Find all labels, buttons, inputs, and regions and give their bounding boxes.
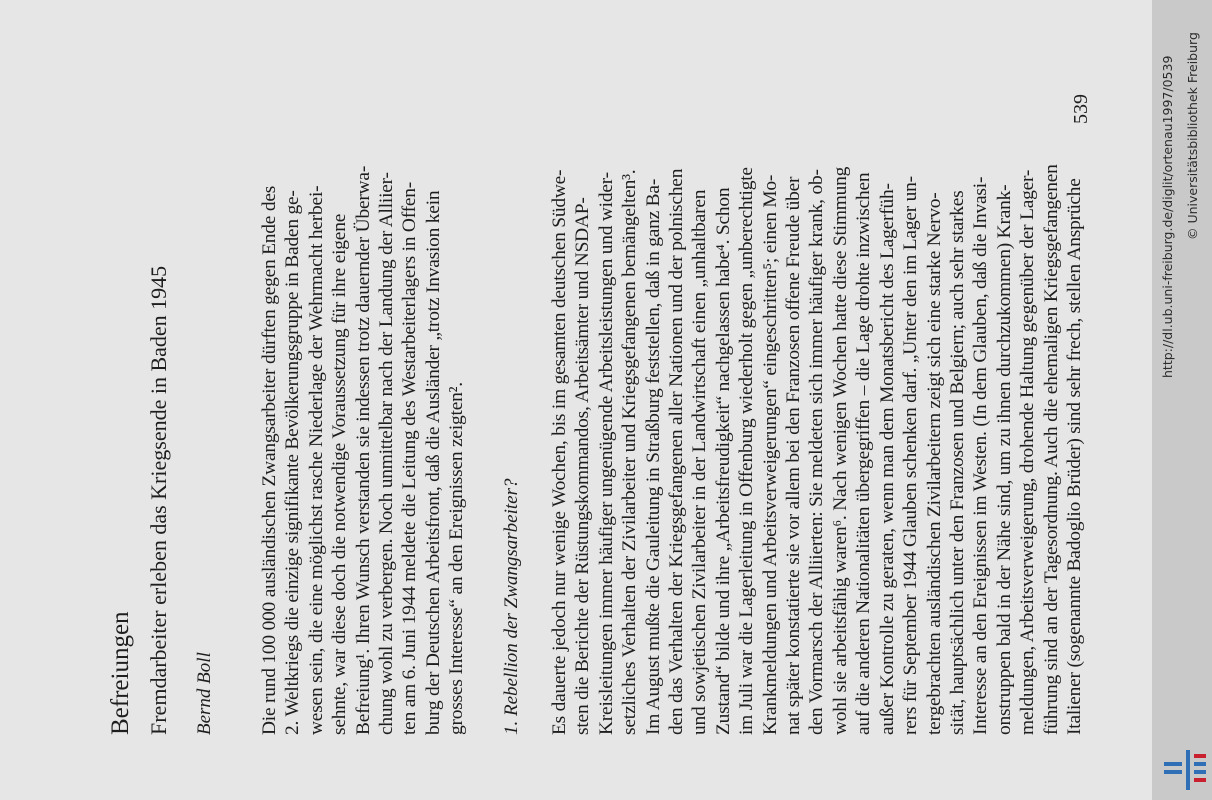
text-line: grosses Interesse“ an den Ereignissen zeigten². [446,382,468,735]
text-line: Interesse an den Ereignissen im Westen. (In dem Glauben, daß die Invasi- [970,176,992,735]
article-subtitle: Fremdarbeiter erleben das Kriegsende in Baden 1945 [146,265,171,735]
text-line: führung sind an der Tagesordnung. Auch die ehemaligen Kriegsgefangenen [1040,164,1062,735]
text-line: und sowjetischen Zivilarbeiter in der Landwirtschaft einen „unhaltbaren [689,189,711,735]
text-line: sität, hauptsächlich unter den Franzosen und Belgiern; auch sehr starkes [946,190,968,735]
source-url-link[interactable]: http://dl.ub.uni-freiburg.de/diglit/ortenau1997/0539 [1160,55,1175,378]
article-author: Bernd Boll [194,652,215,735]
text-line: Es dauerte jedoch nur wenige Wochen, bis im gesamten deutschen Südwe- [549,169,570,735]
logo-bar [1194,770,1206,774]
text-line: sten die Berichte der Rüstungskommandos, Arbeitsämter und NSDAP- [572,197,594,735]
text-line: meldungen, Arbeitsverweigerung, drohende Haltung gegenüber der Lager- [1017,169,1039,735]
logo-bar [1194,762,1206,766]
logo-accent [1194,754,1206,758]
logo-bar [1164,770,1182,774]
section-heading: 1. Rebellion der Zwangsarbeiter? [501,478,522,735]
text-line: onstruppen bald in der Nähe sind, um zu ihnen durchzukommen) Krank- [993,184,1015,735]
text-line: außer Kontrolle zu geraten, wenn man dem Monatsbericht des Lagerfüh- [876,183,898,735]
text-line: wohl sie arbeitsfähig waren⁶. Nach wenigen Wochen hatte diese Stimmung [829,166,851,735]
text-line: Kreisleitungen immer häufiger ungenügende Arbeitsleistungen und wider- [595,172,617,735]
text-line: Befreiung¹. Ihren Wunsch verstanden sie indessen trotz dauernder Überwa- [352,165,374,735]
copyright-notice: © Universitätsbibliothek Freiburg [1185,32,1200,240]
text-line: den das Verhalten der Kriegsgefangenen aller Nationen und der polnischen [666,168,688,735]
logo-bar [1186,750,1190,790]
text-line: wesen sein, die eine möglichst rasche Niederlage der Wehrmacht herbei- [305,185,327,735]
page-number: 539 [1070,94,1092,124]
text-line: burg der Deutschen Arbeitsfront, daß die Ausländer „trotz Invasion kein [422,190,444,735]
text-line: 2. Weltkriegs die einzige signifikante Bevölkerungsgruppe in Baden ge- [282,190,304,735]
text-line: sehnte, war diese doch die notwendige Voraussetzung für ihre eigene [329,213,351,735]
logo-bar [1164,762,1182,766]
text-line: Zustand“ bilde und ihre „Arbeitsfreudigkeit“ nachgelassen habe⁴. Schon [712,187,734,735]
text-line: chung wohl zu verbergen. Noch unmittelbar nach der Landung der Alliier- [376,172,398,735]
text-line: Im August mußte die Gauleitung in Straßburg feststellen, daß in ganz Ba- [642,178,664,735]
article-title: Befreiungen [107,611,134,735]
text-line: im Juli war die Lagerleitung in Offenburg wiederholt gegen „unberechtigte [736,167,758,735]
intro-paragraph [258,73,469,735]
main-paragraph [548,73,1086,735]
text-line: tergebrachten ausländischen Zivilarbeitern zeigt sich eine starke Nervo- [923,192,945,735]
text-line: Die rund 100 000 ausländischen Zwangsarbeiter dürften gegen Ende des [259,185,280,735]
text-line: setzliches Verhalten der Zivilarbeiter und Kriegsgefangenen bemängelten³. [619,169,641,735]
logo-accent [1194,778,1206,782]
text-line: nat später konstatierte sie vor allem bei den Franzosen offene Freude über [783,176,805,735]
text-line: Krankmeldungen und Arbeitsverweigerungen“ eingeschritten⁵; einen Mo- [759,174,781,735]
text-line: auf die anderen Nationalitäten übergegriffen – die Lage drohte inzwischen [853,172,875,735]
text-line: rers für September 1944 Glauben schenken darf. „Unter den im Lager un- [900,176,922,735]
university-library-logo-icon [1164,748,1206,792]
text-line: den Vormarsch der Alliierten: Sie meldeten sich immer häufiger krank, ob- [806,169,828,735]
text-line: ten am 6. Juni 1944 meldete die Leitung des Westarbeiterlagers in Offen- [399,181,421,735]
text-line: Italiener (sogenannte Badoglio Brüder) sind sehr frech, stellen Ansprüche [1063,178,1085,735]
